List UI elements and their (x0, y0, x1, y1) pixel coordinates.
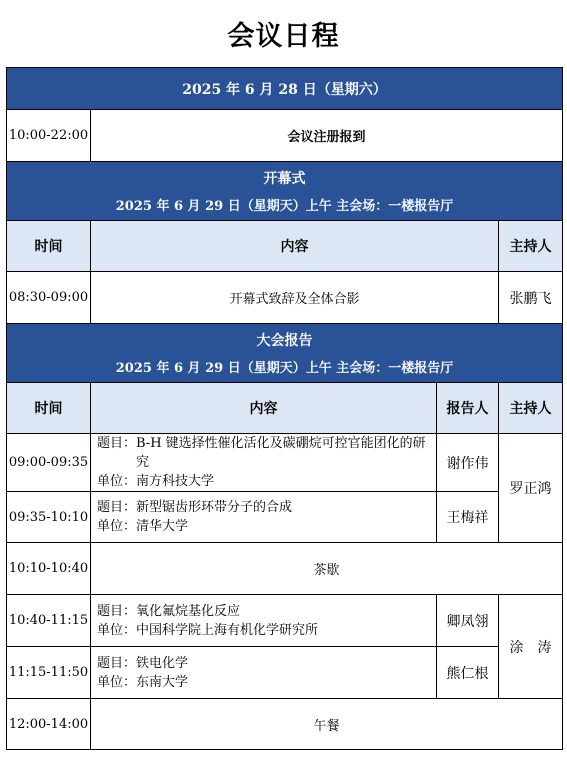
talk-topic: 新型锯齿形环带分子的合成 (136, 500, 293, 515)
header-host: 主持人 (499, 383, 563, 434)
row-content: 开幕式致辞及全体合影 (91, 272, 499, 324)
unit-label: 单位： (97, 674, 137, 690)
table-row (7, 110, 563, 162)
header-content: 内容 (91, 383, 437, 434)
talk-unit: 南方科技大学 (136, 474, 215, 489)
row-time: 10:00-22:00 (7, 110, 91, 162)
table-row (7, 595, 563, 647)
row-host: 张鹏飞 (499, 272, 563, 324)
unit-label: 单位： (97, 519, 137, 534)
session-host: 涂 涛 (499, 595, 563, 699)
topic-label: 题目： (97, 603, 137, 619)
header-host: 主持人 (499, 221, 563, 272)
table-row (7, 272, 563, 324)
header-time: 时间 (7, 383, 91, 434)
unit-label: 单位： (97, 474, 137, 489)
talk-unit: 清华大学 (136, 519, 189, 534)
opening-band (7, 162, 563, 221)
talk-topic: B-H 键选择性催化活化及碳硼烷可控官能团化的研究 (136, 436, 426, 470)
plenary-title: 大会报告 (256, 333, 313, 349)
tea-time: 10:10-10:40 (7, 543, 91, 595)
header-time: 时间 (7, 221, 91, 272)
table-row (7, 647, 563, 699)
talk-speaker: 熊仁根 (437, 647, 499, 699)
tea-content: 茶歇 (91, 543, 563, 595)
table-row (7, 699, 563, 750)
table-row (7, 543, 563, 595)
header-speaker: 报告人 (437, 383, 499, 434)
topic-label: 题目： (97, 655, 137, 671)
opening-title: 开幕式 (263, 171, 306, 187)
talk-speaker: 王梅祥 (437, 492, 499, 543)
plenary-band (7, 324, 563, 383)
talk-speaker: 谢作伟 (437, 434, 499, 492)
schedule-table (6, 67, 563, 750)
opening-info: 2025 年 6 月 29 日（星期天）上午 主会场：一楼报告厅 (115, 199, 454, 214)
talk-time: 11:15-11:50 (7, 647, 91, 699)
talk-unit: 东南大学 (136, 674, 189, 690)
talk-content (91, 492, 437, 543)
day1-date: 2025 年 6 月 28 日（星期六） (182, 81, 387, 98)
table-row (7, 492, 563, 543)
table-row (7, 434, 563, 492)
row-content: 会议注册报到 (91, 110, 563, 162)
talk-speaker: 卿凤翎 (437, 595, 499, 647)
topic-label: 题目： (97, 436, 137, 451)
talk-time: 10:40-11:15 (7, 595, 91, 647)
unit-label: 单位： (97, 622, 137, 638)
talk-unit: 中国科学院上海有机化学研究所 (136, 622, 319, 638)
talk-topic: 氧化氟烷基化反应 (136, 603, 241, 619)
talk-time: 09:35-10:10 (7, 492, 91, 543)
day1-date-band (7, 68, 563, 110)
talk-content (91, 434, 437, 492)
topic-label: 题目： (97, 500, 137, 515)
header-content: 内容 (91, 221, 499, 272)
talk-time: 09:00-09:35 (7, 434, 91, 492)
row-time: 08:30-09:00 (7, 272, 91, 324)
talk-topic: 铁电化学 (136, 655, 189, 671)
lunch-time: 12:00-14:00 (7, 699, 91, 750)
plenary-info: 2025 年 6 月 29 日（星期天）上午 主会场：一楼报告厅 (115, 361, 454, 376)
session-host: 罗正鸿 (499, 434, 563, 543)
lunch-content: 午餐 (91, 699, 563, 750)
talk-content (91, 647, 437, 699)
talk-content (91, 595, 437, 647)
page-title: 会议日程 (227, 21, 340, 52)
